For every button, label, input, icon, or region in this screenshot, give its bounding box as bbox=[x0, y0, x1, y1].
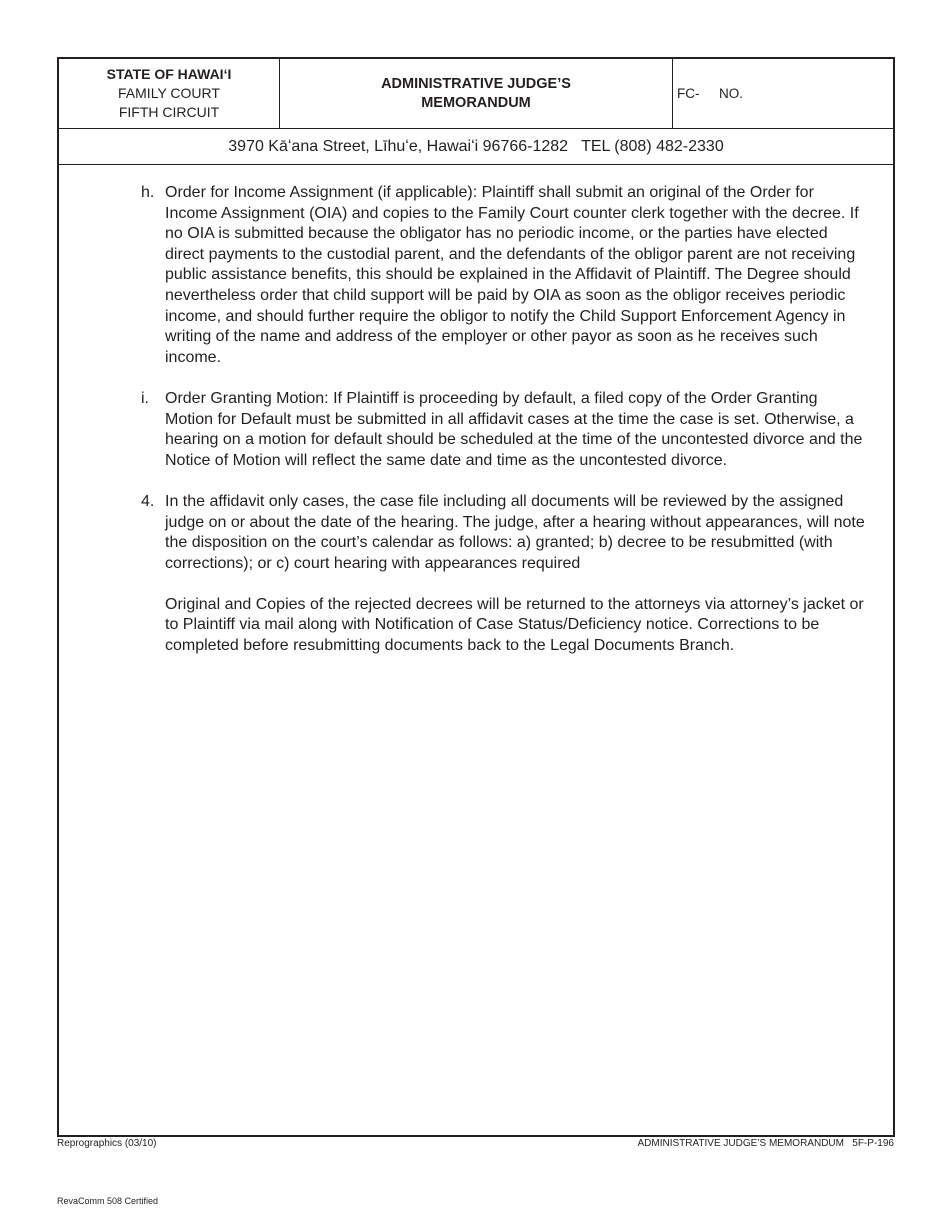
list-item bbox=[141, 492, 866, 574]
form-title-line2: MEMORANDUM bbox=[421, 94, 531, 111]
closing-paragraph: Original and Copies of the rejected decrees will be returned to the attorneys via attorney’s jacket or to Plaintiff via mail along with Notification of Case Status/Deficiency notice. Corrections to be completed before resubmitting documents back to the Legal Documents Branch. bbox=[165, 595, 864, 655]
memorandum-form bbox=[57, 57, 895, 1137]
court-address: 3970 Kāʻana Street, Līhuʻe, Hawaiʻi 96766-1282 TEL (808) 482-2330 bbox=[59, 129, 893, 165]
form-title-line1: ADMINISTRATIVE JUDGE’S bbox=[381, 75, 571, 92]
form-title bbox=[280, 59, 673, 128]
fc-label: FC- bbox=[677, 86, 700, 101]
no-label: NO. bbox=[719, 86, 744, 101]
list-item-text: Order for Income Assignment (if applicable): Plaintiff shall submit an original of the Order for Income Assignment (OIA) and copies to the Family Court counter clerk together with the decree. If no OIA is submitted because the obligator has no periodic income, or the parties have elected direct payments to the custodial parent, and the defendants of the obligor parent are not receiving public assistance benefits, this should be explained in the Affidavit of Plaintiff. The Degree should nevertheless order that child support will be paid by OIA as soon as the obligor receives periodic income, and should further require the obligor to notify the Child Support Enforcement Agency in writing of the name and address of the employer or other payor as soon as he receives such income. bbox=[165, 184, 859, 366]
list-item-text: In the affidavit only cases, the case file including all documents will be reviewed by the assigned judge on or about the date of the hearing. The judge, after a hearing without appearances, will note the disposition on the court’s calendar as follows: a) granted; b) decree to be resubmitted (with corrections); or c) court hearing with appearances required bbox=[165, 492, 865, 572]
list-item-text: Order Granting Motion: If Plaintiff is proceeding by default, a filed copy of the Order Granting Motion for Default must be submitted in all affidavit cases at the time the case is set. Otherwise, a hearing on a motion for default should be scheduled at the time of the uncontested divorce and the Notice of Motion will reflect the same date and time as the uncontested divorce. bbox=[165, 389, 863, 469]
list-item bbox=[141, 389, 866, 471]
memorandum-body bbox=[141, 183, 866, 677]
court-identifier bbox=[59, 59, 280, 128]
list-marker: i. bbox=[141, 389, 149, 407]
form-header bbox=[59, 59, 893, 129]
court-name: FAMILY COURT bbox=[118, 85, 220, 101]
case-number-field bbox=[673, 59, 893, 128]
list-marker: 4. bbox=[141, 492, 155, 510]
state-name: STATE OF HAWAIʻI bbox=[106, 66, 232, 82]
footer-form-id: ADMINISTRATIVE JUDGE’S MEMORANDUM 5F-P-196 bbox=[637, 1138, 894, 1149]
list-item bbox=[141, 183, 866, 368]
list-marker: h. bbox=[141, 184, 155, 201]
footer-reprographics: Reprographics (03/10) bbox=[57, 1138, 157, 1149]
footer-certification: RevaComm 508 Certified bbox=[57, 1196, 159, 1206]
circuit-name: FIFTH CIRCUIT bbox=[118, 104, 220, 120]
